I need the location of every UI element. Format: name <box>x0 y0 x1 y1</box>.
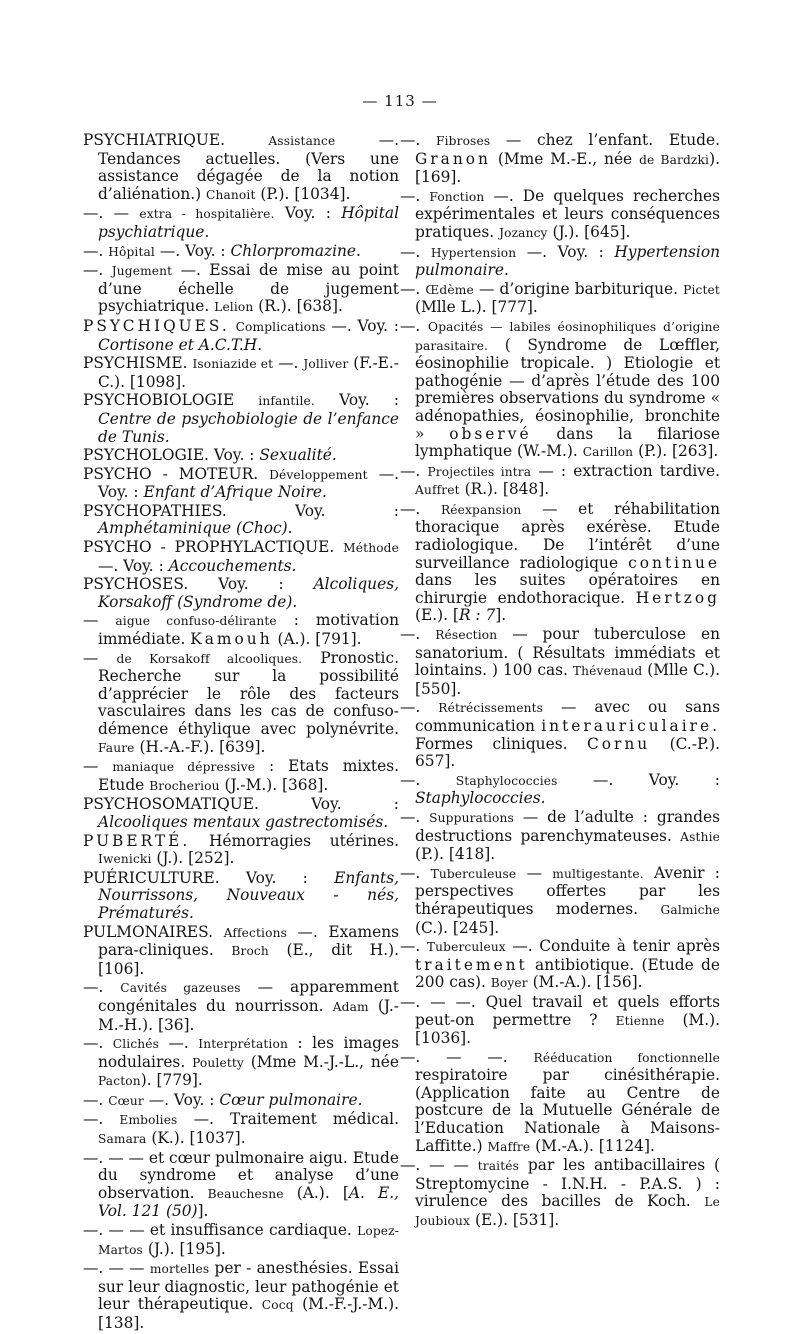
entry-text: (C.-P.). 657]. <box>415 734 720 771</box>
entry-text: — <box>83 648 117 667</box>
index-entry <box>400 626 720 698</box>
entry-text: Assistance <box>268 134 336 148</box>
entry-text: Réexpansion <box>440 502 522 517</box>
entry-text: Affections <box>223 925 287 940</box>
entry-text: (A.). [791]. <box>272 630 362 649</box>
entry-text: Fonction <box>429 189 485 204</box>
entry-text: Thévenaud <box>572 664 643 679</box>
entry-text: (J.). [645]. <box>547 222 631 241</box>
entry-text: PSYCHOLOGIE. Voy. : <box>83 446 260 465</box>
entry-text: Tuberculeuse <box>430 866 517 881</box>
entry-text: (E.). [531]. <box>470 1211 560 1230</box>
entry-text: R : 7 <box>458 606 496 625</box>
entry-text: Cavités gazeuses <box>120 981 241 996</box>
entry-text: —. Voy. : <box>98 464 399 502</box>
entry-text: Etienne <box>615 1013 665 1028</box>
entry-text: de Korsakoff alcooliques. <box>116 651 303 666</box>
entry-text: Broch <box>231 944 269 959</box>
entry-text: per - anesthésies. Essai sur leur diagnostic, leur pathogénie et leur thérapeutique. <box>98 1259 399 1314</box>
entry-text: Développement <box>269 467 368 482</box>
entry-text: —. <box>83 261 112 280</box>
entry-text: — chez l’enfant. Etude. <box>490 131 720 149</box>
entry-text: Asthie <box>680 829 720 844</box>
index-entry <box>400 938 720 993</box>
index-entry <box>83 132 399 204</box>
index-entry <box>83 466 399 502</box>
entry-text: Brocheriou <box>149 778 220 793</box>
entry-text: PUBERTÉ. <box>83 831 191 850</box>
entry-text: —. Voy. : <box>325 316 399 335</box>
index-entry <box>83 796 399 831</box>
entry-text: : les images nodulaires. <box>98 1034 399 1071</box>
entry-text: Jugement <box>111 264 173 279</box>
index-entry <box>83 924 399 979</box>
entry-text: — avec ou sans communication <box>415 698 720 735</box>
index-entry <box>400 1157 720 1230</box>
entry-text: maniaque dépressive <box>112 760 256 775</box>
entry-text: (Mlle L.). [777]. <box>415 298 538 317</box>
entry-text: PSYCHOSOMATIQUE. Voy. : <box>83 795 399 814</box>
entry-text: aigue confuso-délirante <box>115 614 277 629</box>
entry-text: Lopez-Martos <box>98 1224 399 1257</box>
entry-text: —. De quelques recherches expérimentales et leurs conséquences pratiques. <box>415 186 720 241</box>
entry-text: Œdème <box>425 282 474 297</box>
index-entry <box>83 612 399 648</box>
entry-text: —. <box>400 316 429 335</box>
entry-text: (C.). [245]. <box>415 918 500 937</box>
entry-text: (A.). [ <box>283 1183 349 1202</box>
entry-text: PSYCHISME. <box>83 354 193 373</box>
entry-text: —. <box>400 131 436 149</box>
entry-text: mortelles <box>149 1262 210 1277</box>
entry-text: (H.-A.-F.). [639]. <box>134 737 266 756</box>
index-entry <box>400 865 720 937</box>
entry-text: Pacton <box>98 1074 141 1089</box>
entry-text: par les antibacillaires ( Streptomycine - I.N.H. - P.A.S. ) : virulence des bacilles de Koch. <box>415 1156 720 1211</box>
entry-text: PSYCHO - MOTEUR. <box>83 464 270 483</box>
entry-text: — de l’adulte : grandes destructions parenchymateuses. <box>415 807 720 845</box>
entry-text: —. <box>400 186 430 205</box>
entry-text: (J.-M.). [368]. <box>219 775 329 794</box>
index-entry <box>83 318 399 354</box>
entry-text: Enfants, Nourrissons, Nouveaux - nés, Prématurés. <box>98 868 399 922</box>
entry-text: —. — —. Quel travail et quels efforts peut-on permettre ? <box>400 992 720 1029</box>
entry-text: : motivation immédiate. <box>98 611 399 649</box>
entry-text: Voy. : <box>314 391 400 410</box>
index-entry <box>400 463 720 500</box>
entry-text: Méthode <box>343 541 399 556</box>
entry-text: (J.). [195]. <box>142 1239 226 1258</box>
entry-text: Interprétation <box>198 1037 288 1052</box>
right-column <box>400 132 720 1232</box>
entry-text: PSYCHOPATHIES. Voy. : <box>83 501 399 520</box>
entry-text: traitement <box>415 955 528 974</box>
entry-text: Staphylococcies <box>455 773 558 788</box>
entry-text: —. <box>400 807 430 826</box>
entry-text: Cortisone et A.C.T.H. <box>98 335 263 354</box>
entry-text: ). [779]. <box>140 1071 203 1090</box>
entry-text: PSYCHIATRIQUE. <box>83 131 269 149</box>
entry-text: Staphylococcies. <box>415 789 546 808</box>
entry-text: dans la filariose lymphatique (W.-M.). <box>415 424 721 461</box>
entry-text: —. <box>400 625 436 644</box>
entry-text: (R.). [638]. <box>253 297 343 316</box>
entry-text: Hôpital psychiatrique. <box>98 204 399 241</box>
entry-text: Enfant d’Afrique Noire. <box>143 483 327 502</box>
entry-text: —. Tendances actuelles. (Vers une assistance dégagée de la notion d’aliénation.) <box>98 131 399 203</box>
entry-text: PSYCHOBIOLOGIE <box>83 391 259 410</box>
entry-text: Voy. : <box>274 204 342 223</box>
entry-text: (F.-E.-C.). [1098]. <box>98 354 400 391</box>
entry-text: — <box>83 757 113 776</box>
entry-text: —. <box>400 499 441 518</box>
index-entry <box>83 392 399 446</box>
entry-text: —. <box>400 937 427 956</box>
entry-text: Alcooliques mentaux gastrectomisés. <box>98 812 389 831</box>
entry-text: (R.). [848]. <box>459 480 550 499</box>
entry-text: Sexualité. <box>259 446 337 465</box>
entry-text: Auffret <box>415 483 460 498</box>
entry-text: observé <box>449 424 532 443</box>
entry-text: (J.-M.-H.). [36]. <box>98 996 399 1034</box>
index-entry <box>400 132 720 187</box>
entry-text: Lelion <box>214 300 254 315</box>
entry-text: —. — — et cœur pulmonaire aigu. Etude du syndrome et analyse d’une observation. <box>83 1148 399 1202</box>
left-column <box>83 132 399 1334</box>
entry-text: Adam <box>332 999 369 1014</box>
entry-text: (K.). [1037]. <box>146 1129 246 1148</box>
entry-text: (M.). [1036]. <box>415 1010 720 1048</box>
entry-text: PSYCHO - PROPHYLACTIQUE. <box>83 538 344 557</box>
index-entry <box>400 188 720 243</box>
index-entry <box>83 1222 399 1259</box>
entry-text: Isoniazide et <box>192 357 274 372</box>
index-entry <box>400 318 720 462</box>
index-entry <box>400 699 720 770</box>
entry-text: Kamouh <box>190 630 273 649</box>
entry-text: (P.). [418]. <box>415 845 496 864</box>
index-entry <box>400 809 720 864</box>
entry-text: PUÉRICULTURE. Voy. : <box>83 868 335 887</box>
entry-text: — d’origine barbiturique. <box>473 279 684 298</box>
index-entry <box>83 1092 399 1111</box>
entry-text: Pronostic. Recherche sur la possibilité d’apprécier le rôle des facteurs vasculaires dans les cas de confuso-démence éthylique avec polynévrite. <box>98 648 399 738</box>
index-entry <box>83 503 399 538</box>
entry-text: Hertzog <box>635 588 720 607</box>
entry-text: —. Voy. : <box>143 1090 220 1109</box>
entry-text: —. Essai de mise au point d’une échelle de jugement psychiatrique. <box>98 261 399 316</box>
entry-text: —. — — <box>400 1156 478 1175</box>
entry-text: PSYCHOSES. Voy. : <box>83 575 314 594</box>
entry-text: —. — — <box>83 1259 150 1278</box>
entry-text: Jozancy <box>499 225 548 240</box>
entry-text: Faure <box>98 740 135 755</box>
entry-text: —. <box>400 461 428 480</box>
entry-text: (P.). [263]. <box>633 442 719 461</box>
entry-text: interauriculaire. <box>541 717 720 735</box>
entry-text: Carillon <box>582 445 634 460</box>
entry-text: Hypertension <box>430 245 517 260</box>
index-entry <box>83 447 399 465</box>
entry-text: —. — —. <box>400 1047 534 1066</box>
entry-text: Amphétaminique (Choc). <box>98 519 293 538</box>
entry-text: Boyer <box>490 976 528 991</box>
entry-text: : Etats mixtes. Etude <box>98 757 399 794</box>
entry-text: —. <box>400 279 426 298</box>
entry-text: —. <box>83 978 121 997</box>
entry-text: —. Voy. : <box>98 556 169 575</box>
entry-text: —. <box>400 698 439 717</box>
entry-text: —. <box>400 770 456 789</box>
entry-text: —. <box>83 1034 113 1053</box>
entry-text: ). [169]. <box>415 149 720 187</box>
page-number: — 113 — <box>362 92 438 110</box>
entry-text: antibiotique. (Etude de 200 cas). <box>415 955 720 992</box>
entry-text: — pour tuberculose en sanatorium. ( Résultats immédiats et lointains. ) 100 cas. <box>415 625 720 680</box>
entry-text: Samara <box>98 1132 147 1147</box>
entry-text: extra - hospitalière. <box>139 207 275 222</box>
entry-text: — et réhabilitation thoracique après exérèse. Etude radiologique. De l’intérêt d’une surveillance radiologique <box>415 499 720 572</box>
entry-text: Fibroses <box>435 134 491 148</box>
entry-text: de Bardzki <box>639 152 710 167</box>
entry-text: A. E., Vol. 121 (50) <box>98 1183 399 1221</box>
index-entry <box>83 1035 399 1091</box>
index-entry <box>83 205 399 241</box>
entry-text: (M.-A.). [156]. <box>527 973 643 992</box>
entry-text: Embolies <box>119 1113 178 1128</box>
entry-text: ]. <box>495 606 507 625</box>
index-entry <box>83 1150 399 1221</box>
entry-text: Accouchements. <box>168 556 297 575</box>
entry-text: —. <box>83 1110 120 1129</box>
entry-text: Opacités — labiles éosinophiliques d’origine parasitaire. <box>415 319 720 353</box>
entry-text: —. <box>400 863 431 882</box>
entry-text: Complications <box>235 319 326 334</box>
entry-text: Cornu <box>586 734 651 753</box>
entry-text: (P.). [1034]. <box>255 184 351 203</box>
index-entry <box>83 262 399 317</box>
entry-text: (E.). [ <box>415 606 459 625</box>
entry-text: traités <box>477 1159 520 1174</box>
index-entry <box>83 979 399 1034</box>
entry-text: (Mme M.-E., née <box>490 149 640 168</box>
entry-text: —. <box>400 242 431 261</box>
entry-text: Jolliver <box>303 357 349 372</box>
index-entry <box>83 833 399 869</box>
entry-text: infantile. <box>258 394 315 409</box>
entry-text: —. <box>273 354 304 373</box>
entry-text: Pouletty <box>192 1055 244 1070</box>
entry-text: Rééducation fonctionnelle <box>533 1050 720 1065</box>
entry-text: Projectiles intra <box>427 464 532 479</box>
entry-text: —. Voy. : <box>154 241 231 260</box>
entry-text: —. <box>83 1090 109 1109</box>
entry-text: Centre de psychobiologie de l’enfance de Tunis. <box>98 409 399 446</box>
entry-text: Alcoliques, Korsakoff (Syndrome de). <box>98 575 399 611</box>
entry-text: Pictet <box>683 282 720 297</box>
index-entry <box>83 1111 399 1148</box>
index-entry <box>83 355 399 391</box>
entry-text: Cœur <box>108 1093 144 1108</box>
index-entry <box>400 1049 720 1157</box>
entry-text: (E., dit H.). [106]. <box>98 941 399 978</box>
entry-text: —. Examens para-cliniques. <box>98 922 399 960</box>
entry-text: Formes cliniques. <box>415 734 587 753</box>
entry-text: Granon <box>415 149 491 168</box>
entry-text: Hôpital <box>108 244 155 259</box>
index-entry <box>400 994 720 1048</box>
entry-text: Iwenicki <box>98 852 152 867</box>
entry-text: — : extraction tardive. <box>531 461 720 480</box>
entry-text: —. Voy. : <box>557 770 720 789</box>
index-entry <box>83 539 399 575</box>
entry-text: Suppurations <box>429 810 514 825</box>
entry-text: Maffre <box>487 1139 531 1154</box>
entry-text: — apparemment congénitales du nourrisson. <box>98 978 399 1015</box>
entry-text: (Mme M.-J.-L., née <box>243 1052 399 1071</box>
entry-text: —. Traitement médical. <box>177 1110 399 1129</box>
index-entry <box>400 244 720 280</box>
entry-text: continue <box>628 553 720 572</box>
entry-text: Tuberculeux <box>426 940 506 955</box>
entry-text: Chlorpromazine. <box>230 241 361 260</box>
entry-text: Cocq <box>261 1298 294 1313</box>
entry-text: —. — <box>83 204 140 223</box>
entry-text: multigestante. <box>552 866 644 881</box>
entry-text: PULMONAIRES. <box>83 922 224 941</box>
index-entry <box>400 772 720 808</box>
entry-text: ( Syndrome de Lœffler, éosinophilie tropicale. ) Etiologie et pathogénie — d’après l’étude des 100 premières observations du syndrome « adénopathies, éosinophilie, bronchite » <box>415 335 720 443</box>
entry-text: —. <box>159 1034 199 1053</box>
entry-text: Chanoit <box>206 187 256 202</box>
entry-text: —. Voy. : <box>516 242 615 261</box>
entry-text: Beauchesne <box>207 1186 284 1201</box>
entry-text: respiratoire par cinésithérapie. (Application faite au Centre de postcure de la Mutuelle Générale de l’Education Nationale à Maisons-Laffitte.) <box>415 1066 720 1155</box>
entry-text: PSYCHIQUES. <box>83 316 230 335</box>
index-entry <box>83 243 399 262</box>
index-entry <box>83 576 399 611</box>
entry-text: Avenir : perspectives offertes par les thérapeutiques modernes. <box>415 863 720 918</box>
index-entry <box>83 650 399 758</box>
entry-text: dans les suites opératoires en chirurgie endothoracique. <box>415 571 720 607</box>
entry-text: Galmiche <box>660 902 720 917</box>
entry-text: ]. <box>197 1202 209 1221</box>
entry-text: Rétrécissements <box>438 701 544 716</box>
entry-text: Le Joubioux <box>415 1195 720 1229</box>
entry-text: Hypertension pulmonaire. <box>415 242 720 280</box>
entry-text: Résection <box>435 628 498 643</box>
entry-text: — <box>83 611 116 630</box>
entry-text: Clichés <box>112 1037 160 1052</box>
entry-text: Cœur pulmonaire. <box>219 1090 363 1109</box>
index-entry <box>83 1260 399 1332</box>
index-entry <box>400 501 720 625</box>
entry-text: (Mlle C.). [550]. <box>415 661 720 698</box>
index-entry <box>400 281 720 317</box>
entry-text: —. Conduite à tenir après <box>505 937 720 956</box>
entry-text: (M.-A.). [1124]. <box>530 1136 655 1155</box>
entry-text: (J.). [252]. <box>151 849 235 868</box>
entry-text: — <box>516 863 553 882</box>
entry-text: (M.-F.-J.-M.). [138]. <box>98 1295 399 1332</box>
entry-text: Hémorragies utérines. <box>190 831 399 850</box>
index-entry <box>83 758 399 795</box>
entry-text: —. <box>83 241 109 260</box>
entry-text: —. — — et insuffisance cardiaque. <box>83 1221 358 1240</box>
index-entry <box>83 870 399 923</box>
